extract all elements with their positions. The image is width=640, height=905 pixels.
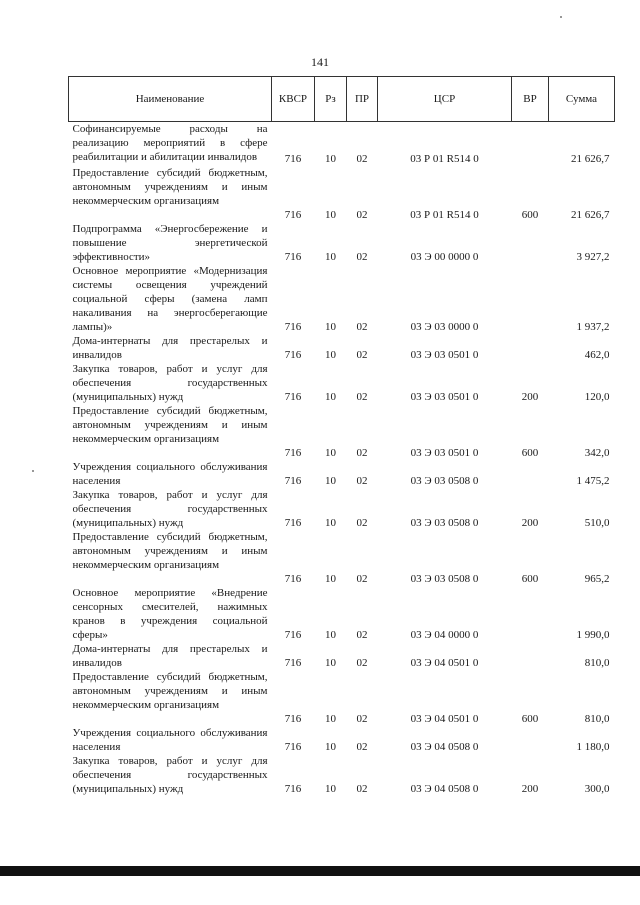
row-vr: 600 [521, 446, 539, 459]
row-rz: 10 [325, 572, 336, 585]
row-pr: 02 [356, 782, 368, 795]
row-csr: 03 Р 01 R514 0 [410, 152, 479, 165]
row-pr: 02 [356, 320, 368, 333]
row-sum: 3 927,2 [576, 250, 610, 263]
table-row [69, 586, 615, 642]
row-csr: 03 Э 03 0501 0 [410, 348, 479, 361]
row-name: Предоставление субсидий бюджетным, автономным учреждениям и иным некоммерческим организациям [72, 670, 268, 711]
table-row [69, 264, 615, 334]
table-row [69, 670, 615, 726]
table-body [69, 122, 615, 796]
budget-table-container [68, 76, 614, 796]
row-kvsr: 716 [284, 474, 302, 487]
header-row [69, 77, 615, 122]
row-csr: 03 Э 03 0000 0 [410, 320, 479, 333]
row-sum: 300,0 [584, 782, 610, 795]
row-vr [512, 264, 549, 334]
row-name: Закупка товаров, работ и услуг для обеспечения государственных (муниципальных) нужд [72, 488, 268, 529]
row-rz: 10 [325, 628, 336, 641]
row-kvsr: 716 [284, 390, 302, 403]
scan-speck [560, 16, 562, 18]
row-vr: 600 [521, 572, 539, 585]
table-row [69, 754, 615, 796]
page-number: 141 [311, 55, 329, 69]
row-rz: 10 [325, 474, 336, 487]
table-row [69, 334, 615, 362]
row-sum: 1 990,0 [576, 628, 610, 641]
header-sum: Сумма [549, 77, 615, 122]
header-pr: ПР [347, 77, 378, 122]
row-rz: 10 [325, 208, 336, 221]
row-rz: 10 [325, 152, 336, 165]
row-csr: 03 Э 04 0000 0 [410, 628, 479, 641]
row-sum: 1 475,2 [576, 474, 610, 487]
row-kvsr: 716 [284, 572, 302, 585]
row-name: Закупка товаров, работ и услуг для обеспечения государственных (муниципальных) нужд [72, 362, 268, 403]
row-kvsr: 716 [284, 516, 302, 529]
row-pr: 02 [356, 740, 368, 753]
row-rz: 10 [325, 250, 336, 263]
row-kvsr: 716 [284, 152, 302, 165]
header-vr: ВР [512, 77, 549, 122]
table-row [69, 166, 615, 222]
row-csr: 03 Э 03 0501 0 [410, 390, 479, 403]
table-row [69, 122, 615, 166]
row-rz: 10 [325, 320, 336, 333]
row-kvsr: 716 [284, 656, 302, 669]
row-rz: 10 [325, 348, 336, 361]
table-row [69, 222, 615, 264]
row-csr: 03 Э 04 0508 0 [410, 782, 479, 795]
table-row [69, 530, 615, 586]
row-rz: 10 [325, 712, 336, 725]
row-sum: 510,0 [584, 516, 610, 529]
row-pr: 02 [356, 474, 368, 487]
table-row [69, 460, 615, 488]
row-pr: 02 [356, 390, 368, 403]
row-pr: 02 [356, 628, 368, 641]
row-name: Основное мероприятие «Модернизация системы освещения учреждений социальной сферы (замена ламп накаливания на энергосберегающие лампы)» [72, 264, 268, 333]
row-rz: 10 [325, 516, 336, 529]
row-vr: 200 [521, 390, 539, 403]
row-kvsr: 716 [284, 348, 302, 361]
row-pr: 02 [356, 250, 368, 263]
row-sum: 21 626,7 [571, 208, 610, 221]
row-vr [512, 642, 549, 670]
row-sum: 462,0 [584, 348, 610, 361]
row-sum: 342,0 [584, 446, 610, 459]
row-kvsr: 716 [284, 628, 302, 641]
row-name: Основное мероприятие «Внедрение сенсорных смесителей, нажимных кранов в учреждения социальной сферы» [72, 586, 268, 641]
row-name: Предоставление субсидий бюджетным, автономным учреждениям и иным некоммерческим организациям [72, 530, 268, 571]
table-row [69, 642, 615, 670]
table-row [69, 488, 615, 530]
row-vr [512, 460, 549, 488]
row-csr: 03 Э 03 0501 0 [410, 446, 479, 459]
row-rz: 10 [325, 656, 336, 669]
row-csr: 03 Э 04 0508 0 [410, 740, 479, 753]
row-rz: 10 [325, 740, 336, 753]
row-kvsr: 716 [284, 250, 302, 263]
row-pr: 02 [356, 208, 368, 221]
row-pr: 02 [356, 348, 368, 361]
row-vr [512, 122, 549, 166]
row-sum: 810,0 [584, 656, 610, 669]
row-vr [512, 222, 549, 264]
row-kvsr: 716 [284, 446, 302, 459]
budget-table [68, 76, 615, 796]
row-vr [512, 726, 549, 754]
row-vr [512, 586, 549, 642]
header-csr: ЦСР [378, 77, 512, 122]
row-csr: 03 Э 04 0501 0 [410, 656, 479, 669]
header-name: Наименование [69, 77, 272, 122]
row-pr: 02 [356, 656, 368, 669]
row-pr: 02 [356, 152, 368, 165]
row-name: Дома-интернаты для престарелых и инвалидов [72, 642, 268, 669]
row-name: Закупка товаров, работ и услуг для обеспечения государственных (муниципальных) нужд [72, 754, 268, 795]
row-name: Предоставление субсидий бюджетным, автономным учреждениям и иным некоммерческим организациям [72, 404, 268, 445]
header-kvsr: КВСР [272, 77, 315, 122]
row-vr: 200 [521, 782, 539, 795]
table-header [69, 77, 615, 122]
row-name: Учреждения социального обслуживания населения [72, 726, 268, 753]
header-rz: Рз [315, 77, 347, 122]
row-csr: 03 Э 04 0501 0 [410, 712, 479, 725]
row-sum: 120,0 [584, 390, 610, 403]
table-row [69, 404, 615, 460]
scan-speck [32, 470, 34, 472]
row-rz: 10 [325, 390, 336, 403]
row-sum: 21 626,7 [571, 152, 610, 165]
row-kvsr: 716 [284, 712, 302, 725]
row-sum: 965,2 [584, 572, 610, 585]
row-csr: 03 Р 01 R514 0 [410, 208, 479, 221]
row-kvsr: 716 [284, 740, 302, 753]
table-row [69, 362, 615, 404]
row-name: Подпрограмма «Энергосбережение и повышение энергетической эффективности» [72, 222, 268, 263]
row-sum: 1 180,0 [576, 740, 610, 753]
row-rz: 10 [325, 782, 336, 795]
row-vr: 600 [521, 208, 539, 221]
row-csr: 03 Э 03 0508 0 [410, 516, 479, 529]
row-sum: 810,0 [584, 712, 610, 725]
row-name: Предоставление субсидий бюджетным, автономным учреждениям и иным некоммерческим организациям [72, 166, 268, 207]
table-row [69, 726, 615, 754]
row-sum: 1 937,2 [576, 320, 610, 333]
row-name: Учреждения социального обслуживания населения [72, 460, 268, 487]
row-rz: 10 [325, 446, 336, 459]
row-name: Дома-интернаты для престарелых и инвалидов [72, 334, 268, 361]
row-name: Софинансируемые расходы на реализацию мероприятий в сфере реабилитации и абилитации инвалидов [72, 123, 268, 163]
row-pr: 02 [356, 572, 368, 585]
row-csr: 03 Э 03 0508 0 [410, 572, 479, 585]
row-kvsr: 716 [284, 320, 302, 333]
row-vr: 600 [521, 712, 539, 725]
row-kvsr: 716 [284, 782, 302, 795]
scan-border [0, 866, 640, 876]
row-csr: 03 Э 00 0000 0 [410, 250, 479, 263]
row-pr: 02 [356, 446, 368, 459]
row-pr: 02 [356, 516, 368, 529]
row-vr [512, 334, 549, 362]
row-pr: 02 [356, 712, 368, 725]
row-kvsr: 716 [284, 208, 302, 221]
row-vr: 200 [521, 516, 539, 529]
row-csr: 03 Э 03 0508 0 [410, 474, 479, 487]
